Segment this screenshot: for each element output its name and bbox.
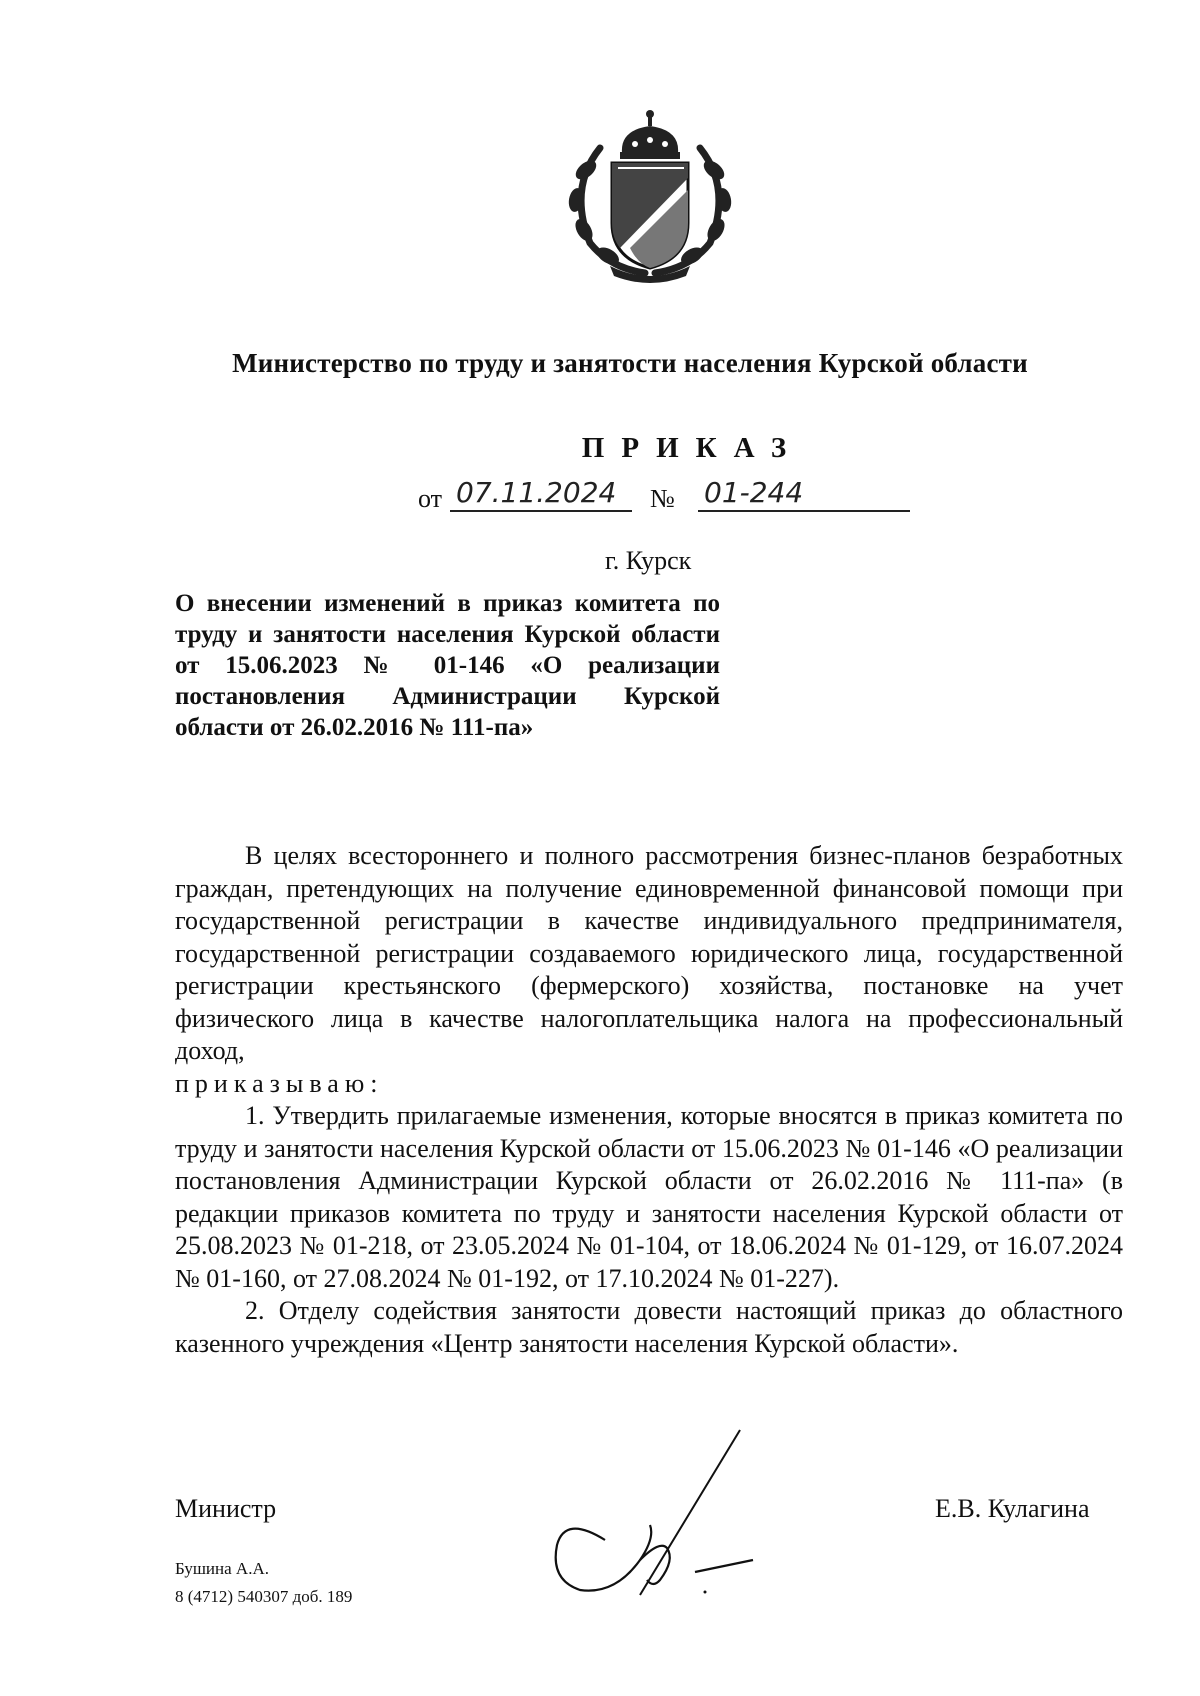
issue-city: г. Курск: [605, 546, 692, 575]
signer-position: Министр: [175, 1494, 277, 1523]
date-prefix: от: [418, 484, 443, 513]
ministry-name: Министерство по труду и занятости населения Курской области: [232, 348, 1028, 378]
executor-name: Бушина А.А.: [175, 1559, 269, 1578]
order-date-handwritten: 07.11.2024: [450, 476, 632, 512]
order-item-1: 1. Утвердить прилагаемые изменения, которые вносятся в приказ комитета по труду и занятости населения Курской области от 15.06.2023 № 01-146 «О реализации постановления Администрации Курской области от 26.02.2016 № 111-па» (в редакции приказов комитета по труду и занятости населения Курской области от 25.08.2023 № 01-218, от 23.05.2024 № 01-104, от 18.06.2024 № 01-129, от 16.07.2024 № 01-160, от 27.08.2024 № 01-192, от 17.10.2024 № 01-227).: [175, 1101, 1123, 1293]
number-prefix: №: [650, 484, 675, 513]
kursk-coat-of-arms-icon: [560, 108, 740, 283]
executor-info: [175, 1555, 352, 1611]
handwritten-signature: [545, 1420, 775, 1600]
order-directive: [175, 1068, 1123, 1101]
order-number-handwritten: 01-244: [698, 476, 910, 512]
signer-name: Е.В. Кулагина: [935, 1494, 1090, 1523]
order-title: О внесении изменений в приказ комитета по труду и занятости населения Курской области от 15.06.2023 № 01-146 «О реализации постановления Администрации Курской области от 26.02.2016 № 111-па»: [175, 590, 720, 741]
preamble-paragraph: В целях всестороннего и полного рассмотрения бизнес-планов безработных граждан, претендующих на получение единовременной финансовой помощи при государственной регистрации в качестве индивидуального предпринимателя, государственной регистрации создаваемого юридического лица, государственной регистрации крестьянского (фермерского) хозяйства, постановке на учет физического лица в качестве налогоплательщика налога на профессиональный доход,: [175, 841, 1123, 1065]
document-type-heading: ПРИКАЗ: [581, 432, 804, 464]
executor-phone: 8 (4712) 540307 доб. 189: [175, 1587, 353, 1606]
order-word: приказываю:: [175, 1068, 384, 1098]
order-item-2: 2. Отделу содействия занятости довести настоящий приказ до областного казенного учреждения «Центр занятости населения Курской области».: [175, 1296, 1123, 1358]
order-body: [175, 840, 1123, 1360]
